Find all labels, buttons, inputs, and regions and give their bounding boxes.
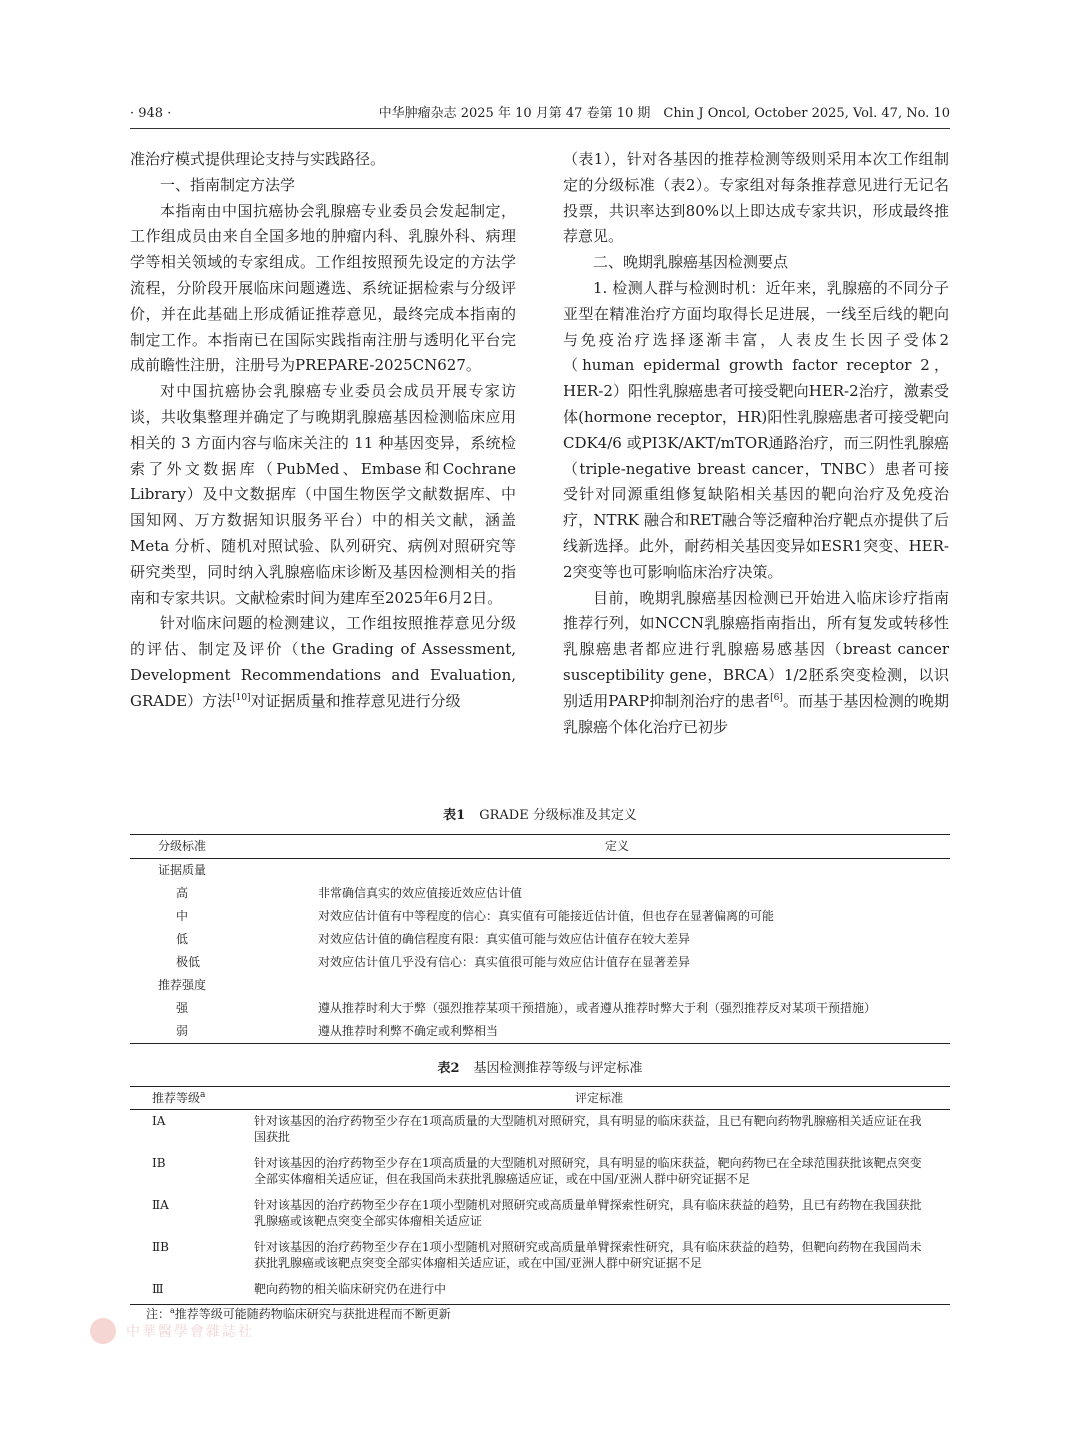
table-header-row — [130, 1087, 950, 1110]
paragraph: 目前，晚期乳腺癌基因检测已开始进入临床诊疗指南推荐行列，如NCCN乳腺癌指南指出，所有复发或转移性乳腺癌患者都应进行乳腺癌易感基因（breast cancer susceptibility gene，BRCA）1/2胚系突变检测，以识别适用PARP抑制剂治疗的患者[6]。而基于基因检测的晚期乳腺癌个体化治疗已初步 — [563, 588, 949, 736]
publisher-watermark — [90, 1318, 254, 1344]
publisher-emblem-icon — [90, 1318, 116, 1344]
table-header-cell: 推荐等级$^a$ — [130, 1087, 248, 1110]
table1-title: GRADE 分级标准及其定义 — [479, 808, 637, 823]
table-header-cell: 分级标准 — [130, 835, 284, 859]
header-divider — [130, 128, 950, 129]
table1-caption — [130, 807, 950, 825]
table-row: Ⅲ 靶向药物的相关临床研究仍在进行中 — [152, 1282, 447, 1296]
reference-marker: [10] — [232, 692, 251, 703]
table2-footnote: 注：$^a$推荐等级可能随药物临床研究与获批进程而不断更新 — [146, 1306, 451, 1321]
table-row: 极低 对效应估计值几乎没有信心：真实值很可能与效应估计值存在显著差异 — [176, 955, 691, 969]
table-row: 高 非常确信真实的效应值接近效应估计值 — [176, 886, 523, 900]
table2-label: 表2 — [437, 1061, 460, 1076]
table2-recommendation-grades — [130, 1086, 950, 1305]
table-row: 低 对效应估计值的确信程度有限：真实值可能与效应估计值存在较大差异 — [176, 932, 691, 946]
watermark-text: 中華醫學會雜誌社 — [126, 1324, 254, 1340]
left-column — [130, 147, 516, 715]
table1-label: 表1 — [443, 808, 466, 823]
paragraph: 1. 检测人群与检测时机：近年来，乳腺癌的不同分子亚型在精准治疗方面均取得长足进展，一线至后线的靶向与免疫治疗选择逐渐丰富，人表皮生长因子受体2（human epidermal growth factor receptor 2，HER-2）阳性乳腺癌患者可接受靶向HER-2治疗，激素受体(hormone receptor，HR)阳性乳腺癌患者可接受靶向CDK4/6 或PI3K/AKT/mTOR通路治疗，而三阴性乳腺癌（triple-negative breast cancer，TNBC）患者可接受针对同源重组修复缺陷相关基因的靶向治疗及免疫治疗，NTRK 融合和RET融合等泛瘤种治疗靶点亦提供了后线新选择。此外，耐药相关基因变异如ESR1突变、HER-2突变等也可影响临床治疗决策。 — [563, 278, 949, 581]
group-label: 推荐强度 — [158, 978, 207, 992]
paragraph: 针对临床问题的检测建议，工作组按照推荐意见分级的评估、制定及评价（the Grading of Assessment, Development Recommendations and Evaluation, GRADE）方法[10]对证据质量和推荐意见进行分级 — [130, 614, 516, 710]
journal-citation: 中华肿瘤杂志 2025 年 10 月第 47 卷第 10 期 Chin J Oncol, October 2025, Vol. 47, No. 10 — [378, 106, 950, 121]
paragraph: 对中国抗癌协会乳腺癌专业委员会成员开展专家访谈，共收集整理并确定了与晚期乳腺癌基因检测临床应用相关的 3 方面内容与临床关注的 11 种基因变异，系统检索了外文数据库（PubMed、Embase和Cochrane Library）及中文数据库（中国生物医学文献数据库、中国知网、万方数据知识服务平台）中的相关文献，涵盖Meta 分析、随机对照试验、队列研究、病例对照研究等研究类型，同时纳入乳腺癌临床诊断及基因检测相关的指南和专家共识。文献检索时间为建库至2025年6月2日。 — [130, 382, 516, 607]
table-row: ⅡB 针对该基因的治疗药物至少存在1项小型随机对照研究或高质量单臂探索性研究，具有临床获益的趋势，但靶向药物在我国尚未获批乳腺癌或该靶点突变全部实体瘤相关适应证，或在中国/亚洲人群中研究证据不足 — [152, 1240, 922, 1270]
table1-grade-definitions — [130, 834, 950, 1044]
table-row: 弱 遵从推荐时利弊不确定或利弊相当 — [176, 1024, 499, 1038]
page-number: · 948 · — [130, 106, 172, 121]
table-group-row — [130, 859, 950, 883]
paragraph: （表1），针对各基因的推荐检测等级则采用本次工作组制定的分级标准（表2）。专家组对每条推荐意见进行无记名投票，共识率达到80%以上即达成专家共识，形成最终推荐意见。 — [563, 150, 949, 246]
section-heading-key-points: 二、晚期乳腺癌基因检测要点 — [593, 253, 789, 272]
table2-title: 基因检测推荐等级与评定标准 — [473, 1061, 643, 1076]
footnote-marker: a — [200, 1089, 206, 1100]
running-header — [130, 104, 950, 124]
table-header-cell: 定义 — [284, 835, 950, 859]
table-row: ⅠB 针对该基因的治疗药物至少存在1项高质量的大型随机对照研究，具有明显的临床获益，靶向药物已在全球范围获批该靶点突变全部实体瘤相关适应证，但在我国尚未获批乳腺癌适应证，或在中国/亚洲人群中研究证据不足 — [152, 1156, 922, 1186]
table-row: 中 对效应估计值有中等程度的信心：真实值有可能接近估计值，但也存在显著偏离的可能 — [176, 909, 775, 923]
table-header-cell: 评定标准 — [248, 1087, 950, 1110]
right-column — [563, 147, 949, 740]
table-row: 强 遵从推荐时利大于弊（强烈推荐某项干预措施），或者遵从推荐时弊大于利（强烈推荐反对某项干预措施） — [176, 1001, 877, 1015]
table-header-row — [130, 835, 950, 859]
table2-caption — [130, 1060, 950, 1078]
table-row: ⅡA 针对该基因的治疗药物至少存在1项小型随机对照研究或高质量单臂探索性研究，具有临床获益的趋势，且已有药物在我国获批乳腺癌或该靶点突变全部实体瘤相关适应证 — [152, 1198, 922, 1228]
group-label: 证据质量 — [158, 863, 207, 877]
table-group-row — [130, 974, 950, 997]
paragraph: 准治疗模式提供理论支持与实践路径。 — [130, 150, 386, 168]
paragraph: 本指南由中国抗癌协会乳腺癌专业委员会发起制定，工作组成员由来自全国多地的肿瘤内科、乳腺外科、病理学等相关领域的专家组成。工作组按照预先设定的方法学流程，分阶段开展临床问题遴选、系统证据检索与分级评价，并在此基础上形成循证推荐意见，最终完成本指南的制定工作。本指南已在国际实践指南注册与透明化平台完成前瞻性注册，注册号为PREPARE-2025CN627。 — [130, 201, 516, 375]
table-row: ⅠA 针对该基因的治疗药物至少存在1项高质量的大型随机对照研究，具有明显的临床获益，且已有靶向药物乳腺癌相关适应证在我国获批 — [152, 1114, 922, 1144]
section-heading-methods: 一、指南制定方法学 — [160, 175, 296, 194]
reference-marker: [6] — [770, 692, 783, 703]
